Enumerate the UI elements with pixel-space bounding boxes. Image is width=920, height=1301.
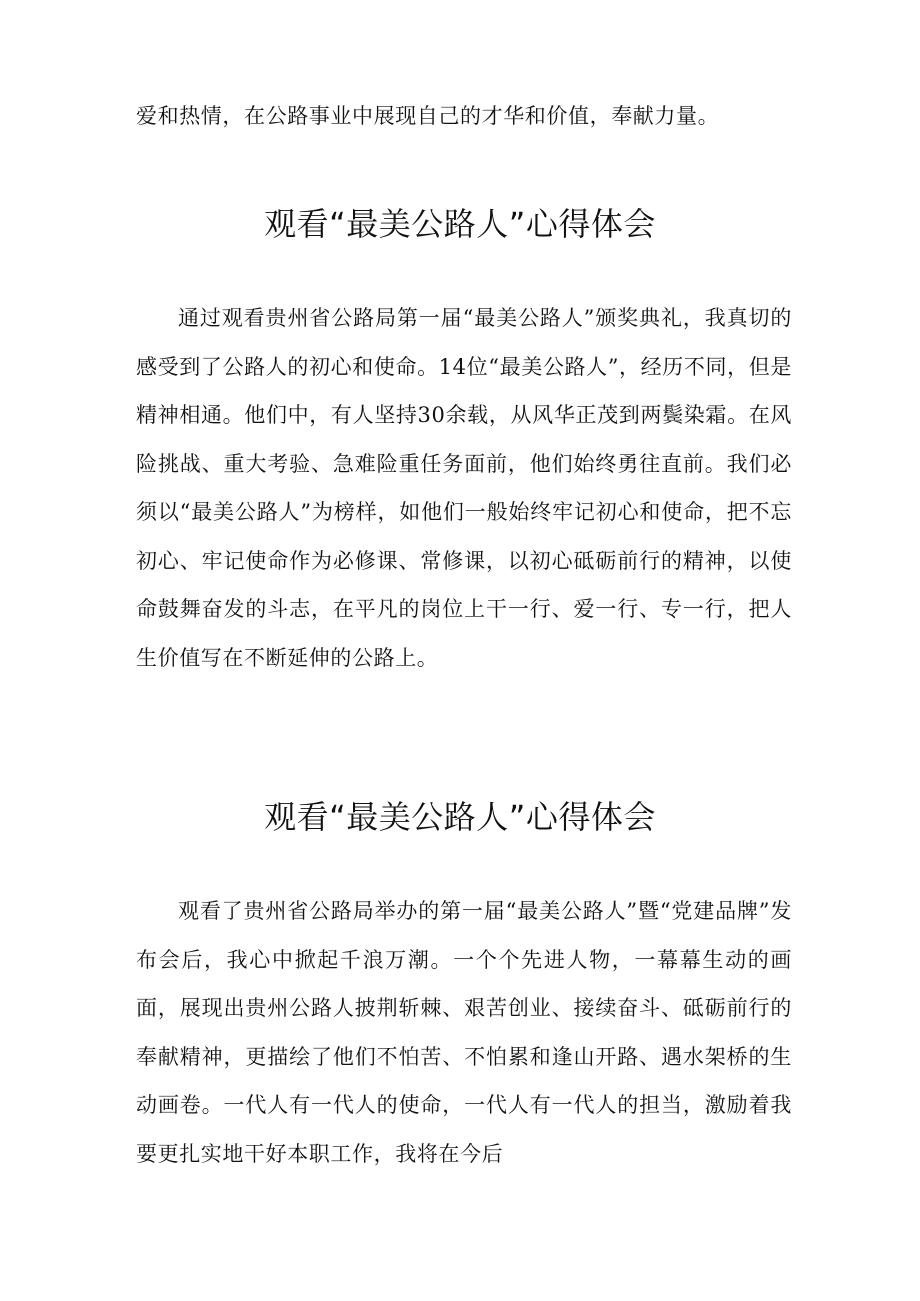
section-title-1: 观看“最美公路人”心得体会 — [264, 205, 656, 243]
section-title-2: 观看“最美公路人”心得体会 — [264, 798, 656, 836]
section-body-2: 观看了贵州省公路局举办的第一届“最美公路人”暨“党建品牌”发布会后，我心中掀起千浪万潮。一个个先进人物，一幕幕生动的画面，展现出贵州公路人披荆斩棘、艰苦创业、接续奋斗、砥砺前行的奉献精神，更描绘了他们不怕苦、不怕累和逢山开路、遇水架桥的生动画卷。一代人有一代人的使命，一代人有一代人的担当，激励着我要更扎实地干好本职工作，我将在今后 — [136, 899, 792, 1166]
continuation-paragraph: 爱和热情，在公路事业中展现自己的才华和价值，奉献力量。 — [136, 104, 720, 128]
section-body-1: 通过观看贵州省公路局第一届“最美公路人”颁奖典礼，我真切的感受到了公路人的初心和使命。14位“最美公路人”，经历不同，但是精神相通。他们中，有人坚持30余载，从风华正茂到两鬓染霜。在风险挑战、重大考验、急难险重任务面前，他们始终勇往直前。我们必须以“最美公路人”为榜样，如他们一般始终牢记初心和使命，把不忘初心、牢记使命作为必修课、常修课，以初心砥砺前行的精神，以使命鼓舞奋发的斗志，在平凡的岗位上干一行、爱一行、专一行，把人生价值写在不断延伸的公路上。 — [136, 306, 792, 670]
